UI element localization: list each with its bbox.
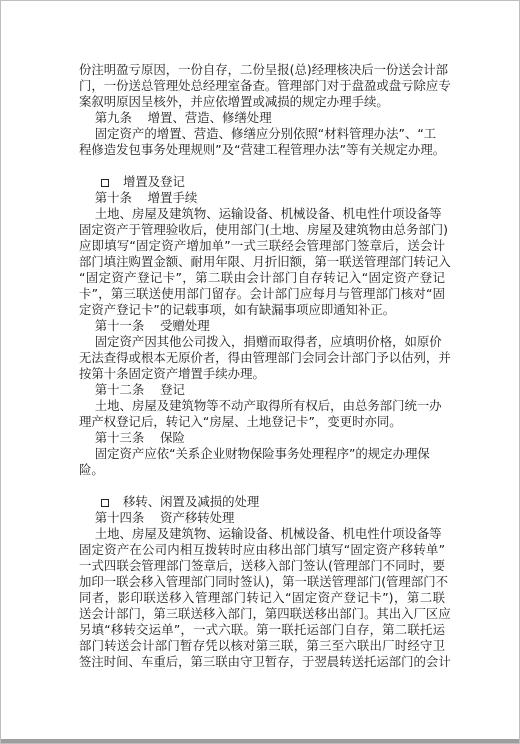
text-line: 定资产登记卡”的记载事项，如有缺漏事项应即通知补正。 bbox=[79, 302, 396, 317]
text-line: 部门转送会计部门暂存凭以核对第三联，第三至六联出厂时经守卫 bbox=[79, 638, 445, 653]
article-heading: 第十三条 保险 bbox=[79, 430, 185, 445]
article-heading: 第十四条 资产移转处理 bbox=[79, 510, 235, 525]
section-heading bbox=[79, 494, 445, 510]
text-line: 同者，影印联送移入管理部门转记入“固定资产登记卡”)，第二联 bbox=[79, 590, 445, 605]
text-line: 案叙明原因呈核外，并应依增置或减损的规定办理手续。 bbox=[79, 94, 389, 109]
checkbox-icon bbox=[101, 499, 109, 507]
text-line: “固定资产登记卡”，第二联由会计部门自存转记入“固定资产登记 bbox=[79, 270, 445, 285]
text-line: 一式四联会管理部门签章后，送移入部门签认(管理部门不同时，要 bbox=[79, 558, 445, 573]
text-line: 土地、房屋及建筑物等不动产取得所有权后，由总务部门统一办 bbox=[79, 398, 442, 413]
text-line: 固定资产因其他公司拨入，捐赠而取得者，应填明价格，如原价 bbox=[79, 334, 442, 349]
text-line: 按第十条固定资产增置手续办理。 bbox=[79, 366, 265, 381]
text-line: 固定资产在公司内相互拨转时应由移出部门填写“固定资产移转单” bbox=[79, 542, 445, 557]
text-line: 门，一份送总管理处总经理室备查。管理部门对于盘盈或盘亏除应专 bbox=[79, 78, 451, 93]
text-line: 理产权登记后，转记入“房屋、土地登记卡”，变更时亦同。 bbox=[79, 414, 402, 429]
paragraph-gap bbox=[79, 478, 445, 494]
article-heading: 第十二条 登记 bbox=[79, 382, 185, 397]
section-heading bbox=[79, 174, 445, 190]
article-heading: 第十条 增置手续 bbox=[79, 190, 198, 205]
text-line: 份注明盈亏原因，一份自存，二份呈报(总)经理核决后一份送会计部 bbox=[79, 62, 448, 77]
text-line: 加印一联会移入管理部门同时签认)，第一联送管理部门(管理部门不 bbox=[79, 574, 448, 589]
section-title: 移转、闲置及减损的处理 bbox=[123, 494, 260, 509]
text-line: 土地、房屋及建筑物、运输设备、机械设备、机电性什项设备等 bbox=[79, 526, 442, 541]
text-line: 险。 bbox=[79, 462, 104, 477]
section-title: 增置及登记 bbox=[123, 174, 185, 189]
text-line: 另填“移转交运单”，一式六联。第一联托运部门自存，第二联托运 bbox=[79, 622, 445, 637]
checkbox-icon bbox=[101, 179, 109, 187]
text-line: 卡”，第三联送使用部门留存。会计部门应每月与管理部门核对“固 bbox=[79, 286, 445, 301]
page-bottom-border bbox=[1, 739, 519, 743]
text-line: 程修造发包事务处理规则”及“营建工程管理办法”等有关规定办理。 bbox=[79, 142, 446, 157]
article-heading: 第九条 增置、营造、修缮处理 bbox=[79, 110, 272, 125]
text-line: 送会计部门，第三联送移入部门，第四联送移出部门。其出入厂区应 bbox=[79, 606, 451, 621]
text-line: 固定资产于管理验收后，使用部门(土地、房屋及建筑物由总务部门) bbox=[79, 222, 448, 237]
text-line: 固定资产的增置、营造、修缮应分别依照“材料管理办法”、“工 bbox=[79, 126, 437, 141]
text-line: 无法查得或根本无原价者，得由管理部门会同会计部门予以估列，并 bbox=[79, 350, 451, 365]
text-line: 固定资产应依“关系企业财物保险事务处理程序”的规定办理保 bbox=[79, 446, 430, 461]
paragraph-gap bbox=[79, 158, 445, 174]
document-body bbox=[79, 62, 451, 670]
text-line: 应即填写“固定资产增加单”一式三联经会管理部门签章后，送会计 bbox=[79, 238, 445, 253]
text-line: 土地、房屋及建筑物、运输设备、机械设备、机电性什项设备等 bbox=[79, 206, 442, 221]
text-line: 部门填注购置金额、耐用年限、月折旧额，第一联送管理部门转记入 bbox=[79, 254, 451, 269]
text-line: 签注时间、车重后，第三联由守卫暂存，于翌晨转送托运部门的会计 bbox=[79, 654, 451, 669]
article-heading: 第十一条 受赠处理 bbox=[79, 318, 210, 333]
